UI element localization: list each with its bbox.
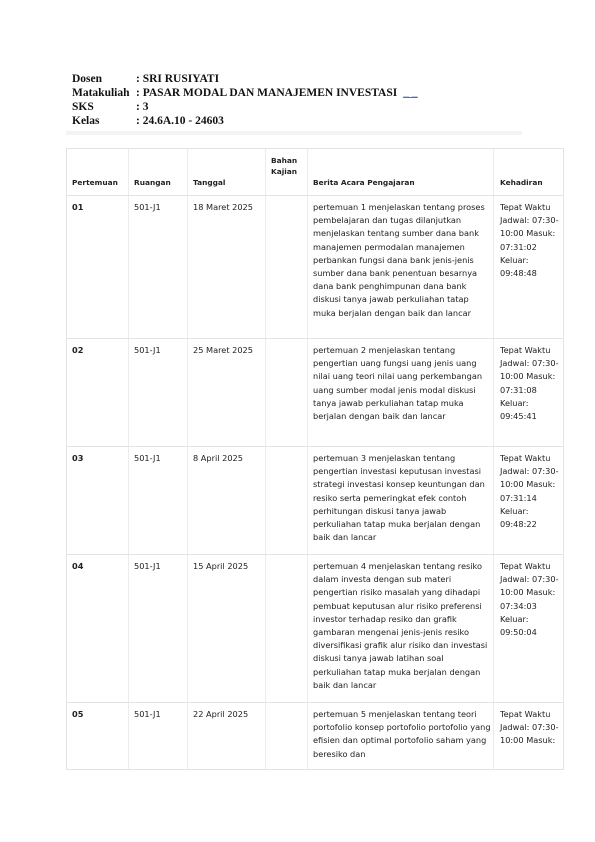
col-header-tanggal: Tanggal [187,149,265,195]
matakuliah-label: Matakuliah [72,87,130,99]
cell-bahan-kajian [265,703,307,769]
table-row [67,338,563,446]
table-row [67,554,563,702]
cell-pertemuan: 05 [72,709,84,719]
cell-kehadiran: Tepat Waktu Jadwal: 07:30-10:00 Masuk: 07:31:08 Keluar: 09:45:41 [493,339,563,446]
cell-tanggal: 22 April 2025 [187,703,265,769]
cell-bahan-kajian [265,447,307,554]
cell-ruangan: 501-J1 [128,447,187,554]
table-row [67,195,563,338]
cell-berita-acara: pertemuan 4 menjelaskan tentang resiko dalam investa dengan sub materi pengertian risiko masalah yang dihadapi pembuat keputusan alur risiko preferensi investor terhadap resiko dan grafik gambaran mengenai jenis-jenis resiko diversifikasi grafik alur risiko dan investasi diskusi tanya jawab latihan soal perkuliahan tatap muka berjalan dengan baik dan lancar [307,555,493,702]
cell-tanggal: 15 April 2025 [187,555,265,702]
header-row-sks [72,100,418,114]
dosen-value: : SRI RUSIYATI [136,73,220,85]
header-row-dosen [72,72,418,86]
cell-berita-acara: pertemuan 5 menjelaskan tentang teori portofolio konsep portofolio portofolio yang efisien dan optimal portofolio saham yang beresiko dan [307,703,493,769]
sks-value: : 3 [136,101,149,113]
header-row-kelas [72,114,418,128]
cell-pertemuan: 03 [72,453,84,463]
cell-bahan-kajian [265,555,307,702]
cell-berita-acara: pertemuan 1 menjelaskan tentang proses pembelajaran dan tugas dilanjutkan menjelaskan tentang sumber dana bank manajemen permodalan manajemen perbankan fungsi dana bank jenis-jenis sumber dana bank penentuan besarnya dana bank penghimpunan dana bank diskusi tanya jawab perkuliahan tatap muka berjalan dengan baik dan lancar [307,196,493,338]
course-header [72,72,418,128]
cell-pertemuan: 01 [72,202,84,212]
cell-kehadiran: Tepat Waktu Jadwal: 07:30-10:00 Masuk: 07:31:02 Keluar: 09:48:48 [493,196,563,338]
cell-berita-acara: pertemuan 3 menjelaskan tentang pengertian investasi keputusan investasi strategi investasi konsep keuntungan dan resiko serta pemeringkat efek contoh perhitungan diskusi tanya jawab perkuliahan tatap muka berjalan dengan baik dan lancar [307,447,493,554]
matakuliah-value: : PASAR MODAL DAN MANAJEMEN INVESTASI [136,87,398,99]
matakuliah-link[interactable]: _ _ [403,87,418,99]
kelas-label: Kelas [72,115,100,127]
col-header-ruangan: Ruangan [128,149,187,195]
cell-ruangan: 501-J1 [128,196,187,338]
table-row [67,702,563,770]
col-header-bahan-kajian: Bahan Kajian [265,149,307,195]
attendance-table [66,148,564,770]
cell-pertemuan: 04 [72,561,84,571]
cell-pertemuan: 02 [72,345,84,355]
col-header-berita-acara: Berita Acara Pengajaran [307,149,493,195]
kelas-value: : 24.6A.10 - 24603 [136,115,224,127]
table-header-row [67,148,563,195]
header-divider [66,131,522,135]
col-header-pertemuan: Pertemuan [72,178,118,187]
cell-kehadiran: Tepat Waktu Jadwal: 07:30-10:00 Masuk: 07:34:03 Keluar: 09:50:04 [493,555,563,702]
cell-bahan-kajian [265,196,307,338]
cell-tanggal: 25 Maret 2025 [187,339,265,446]
col-header-kehadiran: Kehadiran [493,149,563,195]
sks-label: SKS [72,101,94,113]
cell-berita-acara: pertemuan 2 menjelaskan tentang pengertian uang fungsi uang jenis uang nilai uang teori nilai uang perkembangan uang sumber modal jenis modal diskusi tanya jawab perkuliahan tatap muka berjalan dengan baik dan lancar [307,339,493,446]
cell-kehadiran: Tepat Waktu Jadwal: 07:30-10:00 Masuk: 07:31:14 Keluar: 09:48:22 [493,447,563,554]
cell-ruangan: 501-J1 [128,555,187,702]
cell-bahan-kajian [265,339,307,446]
cell-ruangan: 501-J1 [128,339,187,446]
cell-ruangan: 501-J1 [128,703,187,769]
cell-tanggal: 8 April 2025 [187,447,265,554]
header-row-matakuliah [72,86,418,100]
table-row [67,446,563,554]
cell-tanggal: 18 Maret 2025 [187,196,265,338]
cell-kehadiran: Tepat Waktu Jadwal: 07:30-10:00 Masuk: [493,703,563,769]
dosen-label: Dosen [72,73,103,85]
